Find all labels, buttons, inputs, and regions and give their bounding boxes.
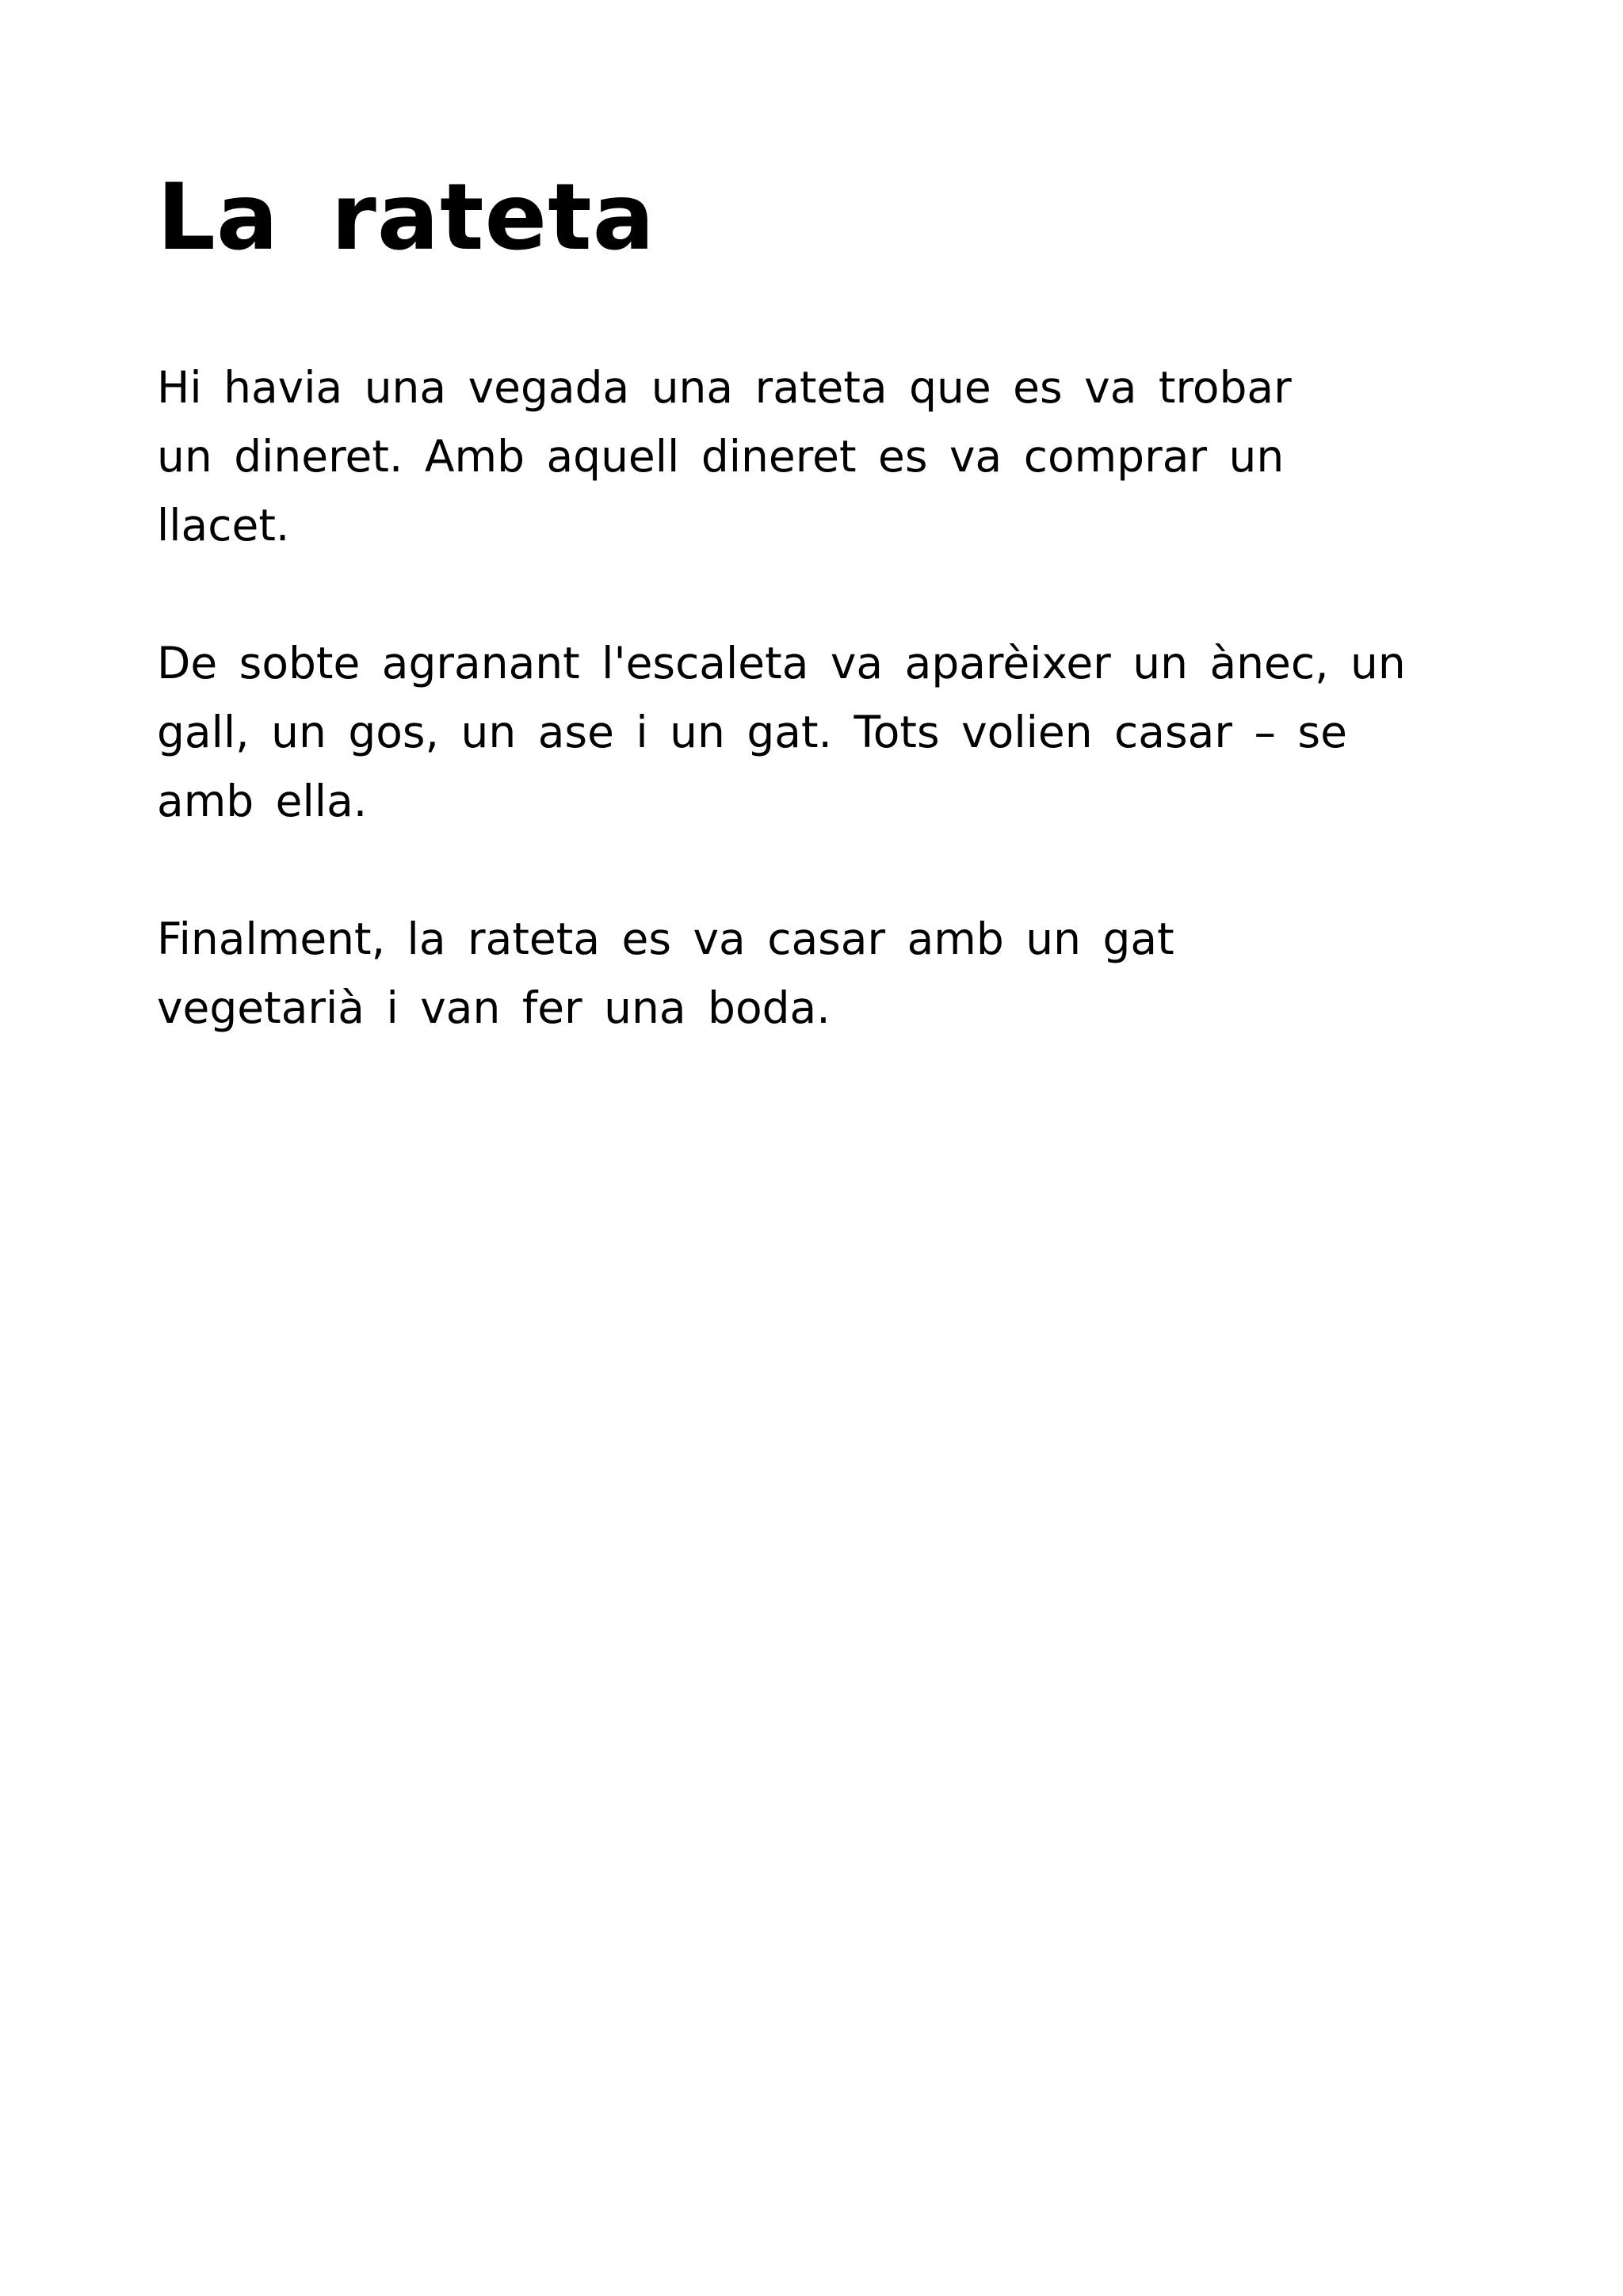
page-title: La rateta [157,164,655,271]
paragraph-line: Finalment, la rateta es va casar amb un gat [157,913,1174,964]
paragraph-1 [157,353,1292,560]
paragraph-line: amb ella. [157,776,368,826]
paragraph-line: llacet. [157,500,290,551]
paragraph-line: gall, un gos, un ase i un gat. Tots volien casar – se [157,707,1347,757]
paragraph-line: Hi havia una vegada una rateta que es va trobar [157,362,1292,413]
paragraph-line: un dineret. Amb aquell dineret es va comprar un [157,431,1285,482]
paragraph-line: vegetarià i van fer una boda. [157,982,831,1033]
paragraph-2 [157,629,1406,836]
paragraph-line: De sobte agranant l'escaleta va aparèixer un ànec, un [157,638,1406,688]
paragraph-3 [157,905,1174,1043]
